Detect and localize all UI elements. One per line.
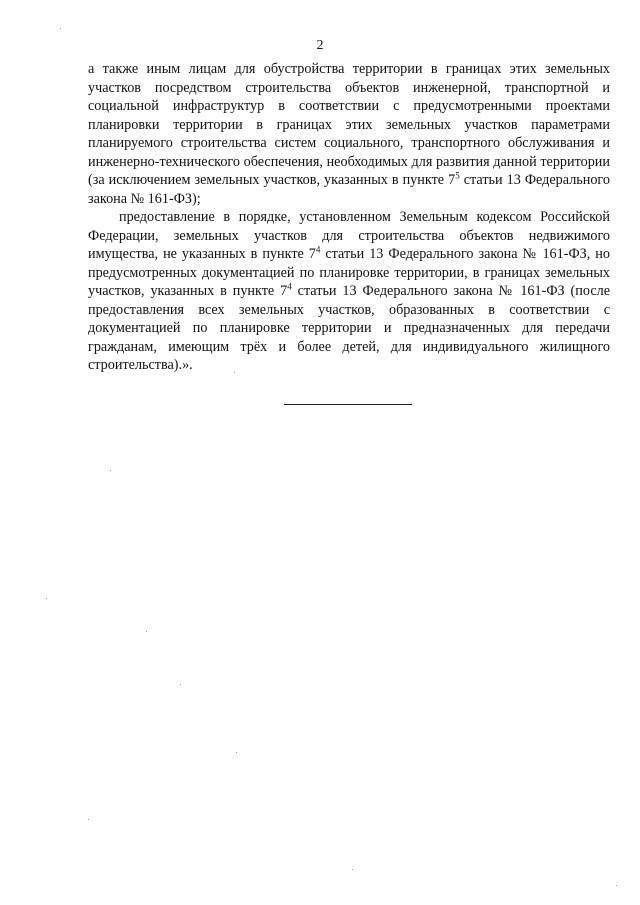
scan-speck: [180, 684, 181, 685]
paragraph-text: а также иным лицам для обустройства территории в границах этих земельных участков посредством строительства объектов инженерной, транспортной и социальной инфраструктур в соответствии с предусмотренными проектами планировки территории в границах этих земельных участков параметрами планируемого строительства систем социального, транспортного обслуживания и инженерно-технического обеспечения, необходимых для развития данной территории (за исключением земельных участков, указанных в пункте 7: [88, 61, 610, 188]
paragraph-text: статьи 13 Федерального закона № 161-ФЗ, но предусмотренных документацией по планировке территории, в границах земельных участков, указанных в пункте 7: [88, 246, 610, 299]
paragraph-text: статьи 13 Федерального закона № 161-ФЗ (после предоставления всех земельных участков, образованных в соответствии с документацией по планировке территории и предназначенных для передачи гражданам, имеющим трёх и более детей, для индивидуального жилищного строительства).».: [88, 283, 610, 373]
superscript: 4: [287, 281, 292, 292]
scan-speck: [146, 631, 147, 632]
paragraph-text: предоставление в порядке, установленном Земельным кодексом Российской Федерации, земельных участков для строительства объектов недвижимого имущества, не указанных в пункте 7: [88, 209, 610, 262]
scan-speck: [236, 752, 237, 753]
page-number: 2: [316, 38, 324, 53]
scan-speck: [60, 28, 61, 29]
scan-speck: [616, 885, 617, 886]
paragraph-text: статьи 13 Федерального закона № 161-ФЗ);: [88, 172, 610, 207]
document-body: [88, 60, 610, 375]
scan-speck: [234, 372, 235, 373]
scan-speck: [110, 470, 111, 471]
superscript: 5: [455, 170, 460, 181]
paragraph-continuation: [88, 60, 610, 208]
scan-speck: [46, 598, 47, 599]
closing-rule: [284, 404, 412, 405]
scan-speck: [88, 819, 89, 820]
scan-speck: [352, 869, 353, 870]
superscript: 4: [315, 244, 321, 255]
paragraph-provision: [88, 208, 610, 375]
